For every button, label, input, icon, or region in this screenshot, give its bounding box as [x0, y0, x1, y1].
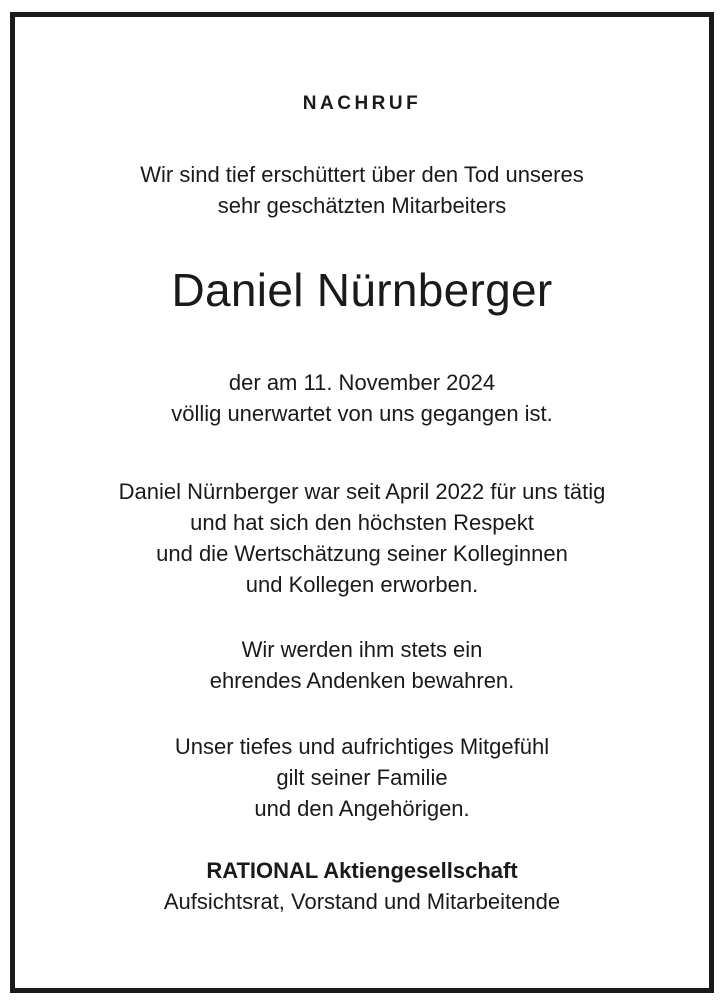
- tribute-line-2: und hat sich den höchsten Respekt: [190, 510, 534, 535]
- remembrance-line-1: Wir werden ihm stets ein: [241, 637, 483, 662]
- condolence-line-1: Unser tiefes und aufrichtiges Mitgefühl: [174, 734, 550, 759]
- passing-line-1: der am 11. November 2024: [228, 370, 496, 395]
- deceased-name: Daniel Nürnberger: [171, 264, 553, 316]
- tribute-line-3: und die Wertschätzung seiner Kolleginnen: [156, 541, 568, 566]
- obituary-heading: NACHRUF: [302, 93, 422, 114]
- passing-line-2: völlig unerwartet von uns gegangen ist.: [171, 401, 553, 426]
- condolence-line-3: und den Angehörigen.: [254, 796, 470, 821]
- remembrance-line-2: ehrendes Andenken bewahren.: [209, 668, 515, 693]
- intro-line-2: sehr geschätzten Mitarbeiters: [217, 193, 507, 218]
- condolence-line-2: gilt seiner Familie: [276, 765, 448, 790]
- tribute-line-4: und Kollegen erworben.: [245, 572, 479, 597]
- tribute-line-1: Daniel Nürnberger war seit April 2022 für uns tätig: [118, 479, 606, 504]
- intro-line-1: Wir sind tief erschüttert über den Tod unseres: [140, 162, 584, 187]
- signature-board: Aufsichtsrat, Vorstand und Mitarbeitende: [163, 889, 561, 914]
- signature-company: RATIONAL Aktiengesellschaft: [206, 858, 518, 883]
- obituary-frame: [10, 12, 714, 993]
